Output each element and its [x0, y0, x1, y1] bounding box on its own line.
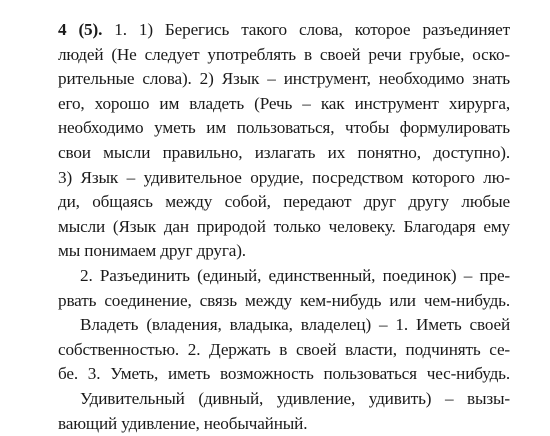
text-line: рвать соединение, связь между кем-нибудь или чем-нибудь. [58, 289, 510, 314]
text-line: ди, общаясь между собой, передают друг другу любые [58, 190, 510, 215]
text-line: 4 (5). 1. 1) Берегись такого слова, которое разъединяет [58, 18, 510, 43]
exercise-number: 4 (5). [58, 20, 102, 39]
text-line: вающий удивление, необычайный. [58, 412, 510, 436]
text-line: свои мысли правильно, излагать их понятно, доступно). [58, 141, 510, 166]
text-line: Удивительный (дивный, удивление, удивить) – вызы- [58, 387, 510, 412]
text-line: его, хорошо им владеть (Речь – как инструмент хирурга, [58, 92, 510, 117]
text-line: Владеть (владения, владыка, владелец) – 1. Иметь своей [58, 313, 510, 338]
text-line: мысли (Язык дан природой только человеку. Благодаря ему [58, 215, 510, 240]
answer-text [58, 18, 510, 436]
text-line: 2. Разъединить (единый, единственный, поединок) – пре- [58, 264, 510, 289]
text-line: бе. 3. Уметь, иметь возможность пользоваться чес-нибудь. [58, 362, 510, 387]
text-line: собственностью. 2. Держать в своей власти, подчинять се- [58, 338, 510, 363]
text-line: людей (Не следует употреблять в своей речи грубые, оско- [58, 43, 510, 68]
text-line: рительные слова). 2) Язык – инструмент, необходимо знать [58, 67, 510, 92]
text-line: мы понимаем друг друга). [58, 239, 510, 264]
text-line: 3) Язык – удивительное орудие, посредством которого лю- [58, 166, 510, 191]
text-line: необходимо уметь им пользоваться, чтобы формулировать [58, 116, 510, 141]
